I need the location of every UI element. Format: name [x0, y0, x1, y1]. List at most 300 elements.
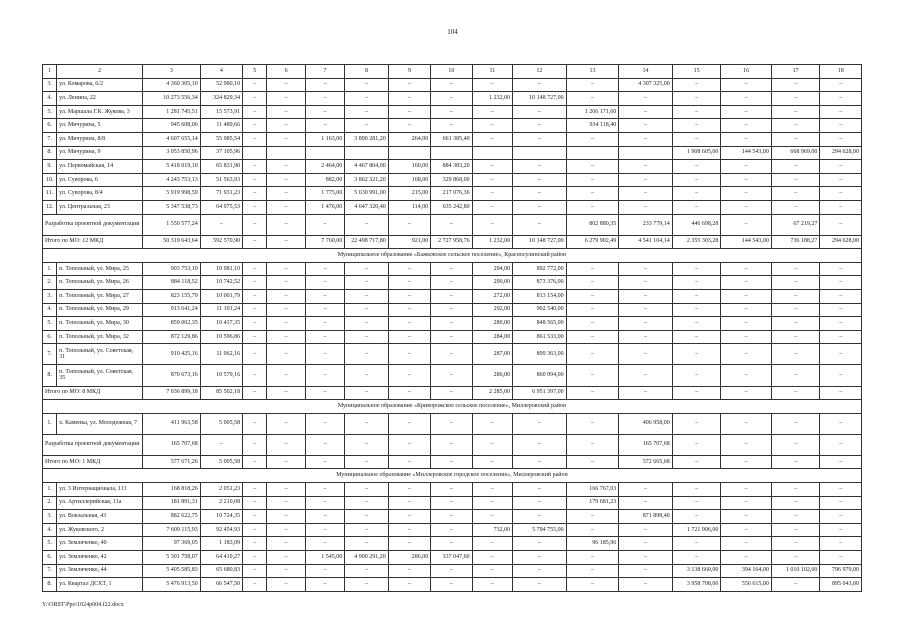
value-cell: – — [771, 119, 820, 133]
table-row — [43, 578, 862, 592]
value-cell: 324 829,34 — [200, 92, 242, 106]
row-number: 7. — [43, 564, 57, 578]
value-cell: – — [566, 187, 619, 201]
table-row — [43, 483, 862, 497]
value-cell: – — [431, 483, 472, 497]
value-cell: – — [305, 303, 344, 317]
value-cell: – — [200, 434, 242, 455]
value-cell: – — [820, 92, 862, 106]
value-cell: – — [267, 262, 305, 276]
value-cell: 1 266 171,60 — [566, 105, 619, 119]
row-number: 9. — [43, 160, 57, 174]
value-cell: – — [305, 289, 344, 303]
value-cell: 144 543,00 — [721, 235, 772, 249]
value-cell: 861 533,00 — [513, 330, 567, 344]
value-cell: – — [672, 551, 721, 565]
value-cell: – — [566, 344, 619, 365]
total-row — [43, 386, 862, 400]
table-row — [43, 78, 862, 92]
value-cell: – — [243, 289, 267, 303]
column-number-header: 8 — [345, 65, 388, 79]
value-cell: – — [672, 434, 721, 455]
value-cell: 7 760,00 — [305, 235, 344, 249]
value-cell — [431, 146, 472, 160]
value-cell — [267, 146, 305, 160]
value-cell: – — [566, 303, 619, 317]
value-cell: – — [566, 455, 619, 469]
value-cell: 934 118,40 — [566, 119, 619, 133]
value-cell: – — [267, 119, 305, 133]
column-number-header: 12 — [513, 65, 567, 79]
address-cell: п. Топольный, ул. Советская, 31 — [57, 344, 143, 365]
value-cell: – — [513, 78, 567, 92]
table-row — [43, 303, 862, 317]
value-cell: – — [345, 119, 388, 133]
value-cell: – — [472, 455, 512, 469]
value-cell: – — [672, 289, 721, 303]
value-cell: – — [472, 173, 512, 187]
address-cell: ул. Первомайская, 14 — [57, 160, 143, 174]
value-cell: – — [345, 78, 388, 92]
value-cell: – — [200, 214, 242, 235]
value-cell: 144 543,00 — [721, 146, 772, 160]
value-cell: – — [771, 200, 820, 214]
table-row — [43, 276, 862, 290]
value-cell: – — [820, 523, 862, 537]
value-cell: – — [267, 160, 305, 174]
value-cell: – — [771, 537, 820, 551]
value-cell: – — [267, 537, 305, 551]
value-cell: – — [345, 537, 388, 551]
row-number: 11. — [43, 187, 57, 201]
value-cell: 882 622,75 — [143, 510, 201, 524]
value-cell: 329 868,00 — [431, 173, 472, 187]
value-cell: – — [345, 92, 388, 106]
value-cell: – — [513, 496, 567, 510]
section-title: Муниципальное образование «Бажковское сельское поселение», Красносулинский район — [43, 249, 862, 263]
value-cell: 160,00 — [388, 160, 430, 174]
value-cell: – — [672, 78, 721, 92]
value-cell: – — [243, 317, 267, 331]
value-cell: – — [267, 496, 305, 510]
value-cell: – — [431, 317, 472, 331]
value-cell: 3 138 660,00 — [672, 564, 721, 578]
value-cell: – — [345, 523, 388, 537]
value-cell — [243, 146, 267, 160]
value-cell: 2 355 303,28 — [672, 235, 721, 249]
value-cell: – — [345, 289, 388, 303]
row-number: 4. — [43, 303, 57, 317]
address-cell: ул. Мичурина, 5 — [57, 119, 143, 133]
value-cell: – — [566, 510, 619, 524]
value-cell: – — [472, 119, 512, 133]
value-cell: – — [345, 578, 388, 592]
value-cell: – — [431, 289, 472, 303]
address-cell: ул. Мичурина, 9 — [57, 146, 143, 160]
address-cell: ул. Квартал ДСХТ, 1 — [57, 578, 143, 592]
value-cell: – — [267, 187, 305, 201]
value-cell: 2 051,23 — [200, 483, 242, 497]
value-cell: – — [305, 496, 344, 510]
value-cell: – — [672, 483, 721, 497]
value-cell: – — [820, 119, 862, 133]
value-cell: – — [820, 173, 862, 187]
value-cell: – — [388, 119, 430, 133]
row-number: 1. — [43, 413, 57, 434]
value-cell: – — [243, 344, 267, 365]
value-cell: – — [619, 496, 673, 510]
value-cell: – — [243, 496, 267, 510]
table-row — [43, 160, 862, 174]
value-cell: 7 036 899,18 — [143, 386, 201, 400]
value-cell: – — [820, 365, 862, 386]
value-cell: 859 002,35 — [143, 317, 201, 331]
table-row — [43, 330, 862, 344]
value-cell: – — [472, 496, 512, 510]
value-cell: – — [820, 483, 862, 497]
value-cell: – — [672, 276, 721, 290]
table-row — [43, 551, 862, 565]
value-cell: – — [721, 173, 772, 187]
value-cell: – — [345, 276, 388, 290]
value-cell: – — [305, 386, 344, 400]
row-number: 7. — [43, 344, 57, 365]
value-cell: – — [267, 483, 305, 497]
value-cell: – — [388, 344, 430, 365]
row-number: 3. — [43, 78, 57, 92]
value-cell: – — [619, 289, 673, 303]
value-cell: 287,00 — [472, 344, 512, 365]
repair-program-table — [42, 64, 862, 592]
value-cell: – — [431, 330, 472, 344]
value-cell: – — [472, 564, 512, 578]
value-cell: – — [431, 214, 472, 235]
value-cell: 899 363,00 — [513, 344, 567, 365]
value-cell: – — [388, 92, 430, 106]
value-cell: – — [721, 317, 772, 331]
value-cell: – — [472, 483, 512, 497]
table-row — [43, 146, 862, 160]
value-cell: – — [513, 413, 567, 434]
address-cell: ул. Ленина, 22 — [57, 92, 143, 106]
value-cell: 813 154,00 — [513, 289, 567, 303]
value-cell: 215,00 — [388, 187, 430, 201]
value-cell: – — [721, 483, 772, 497]
value-cell: 294 628,00 — [820, 235, 862, 249]
address-cell: ул. Суворова, 8/4 — [57, 187, 143, 201]
value-cell: – — [472, 413, 512, 434]
table-row — [43, 173, 862, 187]
value-cell: – — [619, 317, 673, 331]
address-cell: п. Топольный, ул. Советская, 35 — [57, 365, 143, 386]
value-cell: – — [672, 317, 721, 331]
value-cell: – — [672, 455, 721, 469]
address-cell: ул. Маршала Г.К. Жукова, 3 — [57, 105, 143, 119]
address-cell: п. Топольный, ул. Мира, 29 — [57, 303, 143, 317]
value-cell: 10 579,16 — [200, 365, 242, 386]
value-cell: – — [721, 365, 772, 386]
value-cell: – — [243, 510, 267, 524]
address-cell: п. Топольный, ул. Мира, 26 — [57, 276, 143, 290]
value-cell: – — [305, 365, 344, 386]
value-cell: – — [267, 78, 305, 92]
value-cell: – — [566, 317, 619, 331]
value-cell: – — [771, 132, 820, 146]
value-cell: – — [820, 214, 862, 235]
address-cell: ул. 3 Интернационала, 111 — [57, 483, 143, 497]
value-cell: – — [566, 386, 619, 400]
value-cell: 2 727 958,76 — [431, 235, 472, 249]
value-cell: – — [721, 434, 772, 455]
value-cell: 280,00 — [472, 317, 512, 331]
value-cell: – — [472, 578, 512, 592]
row-number: 5. — [43, 105, 57, 119]
address-cell: ул. Вокзальная, 43 — [57, 510, 143, 524]
value-cell: – — [267, 330, 305, 344]
value-cell: 10 148 727,00 — [513, 235, 567, 249]
row-number: 4. — [43, 92, 57, 106]
value-cell: – — [345, 317, 388, 331]
value-cell: 10 724,35 — [200, 510, 242, 524]
value-cell: – — [431, 303, 472, 317]
value-cell: 2 210,08 — [200, 496, 242, 510]
row-number: 5. — [43, 317, 57, 331]
value-cell: 97 369,05 — [143, 537, 201, 551]
value-cell: 67 219,27 — [771, 214, 820, 235]
total-row — [43, 455, 862, 469]
value-cell: – — [820, 187, 862, 201]
value-cell: – — [672, 262, 721, 276]
value-cell — [566, 146, 619, 160]
value-cell: – — [566, 523, 619, 537]
value-cell: – — [305, 78, 344, 92]
value-cell: – — [431, 578, 472, 592]
value-cell: – — [771, 455, 820, 469]
value-cell: 165 707,68 — [619, 434, 673, 455]
address-cell: ул. Мичурина, 8/8 — [57, 132, 143, 146]
value-cell: – — [431, 344, 472, 365]
value-cell: – — [771, 523, 820, 537]
value-cell: – — [472, 214, 512, 235]
value-cell: – — [345, 564, 388, 578]
value-cell: – — [388, 413, 430, 434]
value-cell: 11 062,16 — [200, 344, 242, 365]
value-cell: – — [388, 523, 430, 537]
value-cell: – — [345, 510, 388, 524]
table-row — [43, 365, 862, 386]
value-cell: 5 919 998,59 — [143, 187, 201, 201]
table-row — [43, 132, 862, 146]
value-cell: – — [431, 496, 472, 510]
value-cell: 6 279 902,49 — [566, 235, 619, 249]
value-cell: – — [431, 386, 472, 400]
value-cell: – — [305, 105, 344, 119]
value-cell: – — [267, 510, 305, 524]
value-cell: – — [243, 303, 267, 317]
value-cell: 6 951 397,00 — [513, 386, 567, 400]
row-number: 3. — [43, 289, 57, 303]
table-row — [43, 537, 862, 551]
value-cell: – — [267, 455, 305, 469]
value-cell: – — [771, 303, 820, 317]
value-cell: – — [243, 92, 267, 106]
value-cell: – — [472, 160, 512, 174]
value-cell: 4 647 320,40 — [345, 200, 388, 214]
value-cell: – — [305, 330, 344, 344]
value-cell: 1 232,00 — [472, 92, 512, 106]
value-cell: – — [771, 386, 820, 400]
table-row — [43, 105, 862, 119]
value-cell: 337 047,60 — [431, 551, 472, 565]
value-cell: 10 742,52 — [200, 276, 242, 290]
value-cell: 65 831,90 — [200, 160, 242, 174]
column-number-header: 18 — [820, 65, 862, 79]
value-cell: – — [721, 455, 772, 469]
table-row — [43, 510, 862, 524]
value-cell: – — [771, 317, 820, 331]
value-cell: – — [243, 483, 267, 497]
value-cell: – — [345, 303, 388, 317]
value-cell: – — [388, 289, 430, 303]
value-cell: 55 985,54 — [200, 132, 242, 146]
value-cell: – — [820, 510, 862, 524]
value-cell: – — [243, 551, 267, 565]
value-cell: 10 437,35 — [200, 317, 242, 331]
value-cell: – — [243, 187, 267, 201]
value-cell: – — [513, 537, 567, 551]
value-cell: 406 958,00 — [619, 413, 673, 434]
value-cell: 4 541 104,14 — [619, 235, 673, 249]
column-number-header: 15 — [672, 65, 721, 79]
value-cell: – — [566, 132, 619, 146]
value-cell: – — [243, 105, 267, 119]
value-cell: – — [721, 413, 772, 434]
value-cell: – — [431, 105, 472, 119]
value-cell: – — [619, 365, 673, 386]
value-cell: – — [472, 551, 512, 565]
value-cell: – — [771, 187, 820, 201]
value-cell: – — [267, 434, 305, 455]
value-cell: – — [672, 132, 721, 146]
value-cell: – — [566, 276, 619, 290]
design-docs-label: Разработка проектной документации — [43, 214, 143, 235]
value-cell: – — [243, 276, 267, 290]
address-cell: п. Топольный, ул. Мира, 27 — [57, 289, 143, 303]
value-cell: – — [388, 330, 430, 344]
value-cell: 5 630 991,00 — [345, 187, 388, 201]
value-cell: 64 419,27 — [200, 551, 242, 565]
value-cell: – — [820, 330, 862, 344]
value-cell: – — [243, 262, 267, 276]
value-cell: – — [388, 105, 430, 119]
value-cell: 1 550 577,24 — [143, 214, 201, 235]
value-cell: 871 898,40 — [619, 510, 673, 524]
address-cell: ул. Центральная, 23 — [57, 200, 143, 214]
value-cell: 286,00 — [472, 365, 512, 386]
table-row — [43, 413, 862, 434]
value-cell: – — [513, 160, 567, 174]
address-cell: п. Топольный, ул. Мира, 30 — [57, 317, 143, 331]
value-cell: – — [771, 289, 820, 303]
value-cell: 860 094,00 — [513, 365, 567, 386]
column-number-header: 17 — [771, 65, 820, 79]
value-cell: 10 273 556,34 — [143, 92, 201, 106]
row-number: 3. — [43, 510, 57, 524]
value-cell: 168 818,26 — [143, 483, 201, 497]
value-cell: – — [721, 344, 772, 365]
value-cell: – — [513, 214, 567, 235]
value-cell: – — [243, 214, 267, 235]
row-number: 8. — [43, 578, 57, 592]
value-cell: – — [619, 344, 673, 365]
value-cell: – — [721, 303, 772, 317]
value-cell: 1 183,09 — [200, 537, 242, 551]
value-cell: – — [721, 132, 772, 146]
value-cell: 823 155,79 — [143, 289, 201, 303]
table-row — [43, 187, 862, 201]
value-cell: – — [566, 578, 619, 592]
value-cell: – — [566, 413, 619, 434]
value-cell: 50 319 643,64 — [143, 235, 201, 249]
value-cell: – — [721, 200, 772, 214]
value-cell: – — [267, 523, 305, 537]
value-cell: – — [513, 187, 567, 201]
value-cell: – — [672, 365, 721, 386]
value-cell: – — [566, 551, 619, 565]
value-cell: – — [513, 434, 567, 455]
value-cell: – — [619, 483, 673, 497]
value-cell: – — [820, 413, 862, 434]
value-cell: 284,00 — [472, 330, 512, 344]
value-cell: – — [771, 262, 820, 276]
value-cell: – — [721, 551, 772, 565]
value-cell: 1 281 745,51 — [143, 105, 201, 119]
row-number: 7. — [43, 132, 57, 146]
value-cell: – — [672, 413, 721, 434]
value-cell: – — [820, 262, 862, 276]
value-cell: – — [566, 289, 619, 303]
value-cell: – — [345, 413, 388, 434]
value-cell: – — [672, 344, 721, 365]
value-cell: – — [672, 303, 721, 317]
value-cell: 92 454,93 — [200, 523, 242, 537]
value-cell: – — [267, 132, 305, 146]
value-cell: – — [431, 523, 472, 537]
value-cell: 11 489,66 — [200, 119, 242, 133]
table-header-row — [43, 65, 862, 79]
value-cell: – — [345, 262, 388, 276]
value-cell: – — [388, 483, 430, 497]
column-number-header: 16 — [721, 65, 772, 79]
value-cell: – — [619, 200, 673, 214]
value-cell: 446 698,28 — [672, 214, 721, 235]
value-cell: – — [388, 276, 430, 290]
value-cell: – — [566, 200, 619, 214]
address-cell: ул. Артиллерийская, 11а — [57, 496, 143, 510]
value-cell: 294 628,00 — [820, 146, 862, 160]
address-cell: ул. Жуковского, 2 — [57, 523, 143, 537]
value-cell: – — [566, 92, 619, 106]
value-cell: – — [388, 496, 430, 510]
section-title: Муниципальное образование «Миллеровское городское поселение», Миллеровский район — [43, 469, 862, 483]
value-cell: – — [388, 214, 430, 235]
value-cell: – — [345, 344, 388, 365]
row-number: 5. — [43, 537, 57, 551]
table-row — [43, 92, 862, 106]
value-cell: – — [619, 578, 673, 592]
value-cell: – — [388, 537, 430, 551]
value-cell: 572 665,68 — [619, 455, 673, 469]
